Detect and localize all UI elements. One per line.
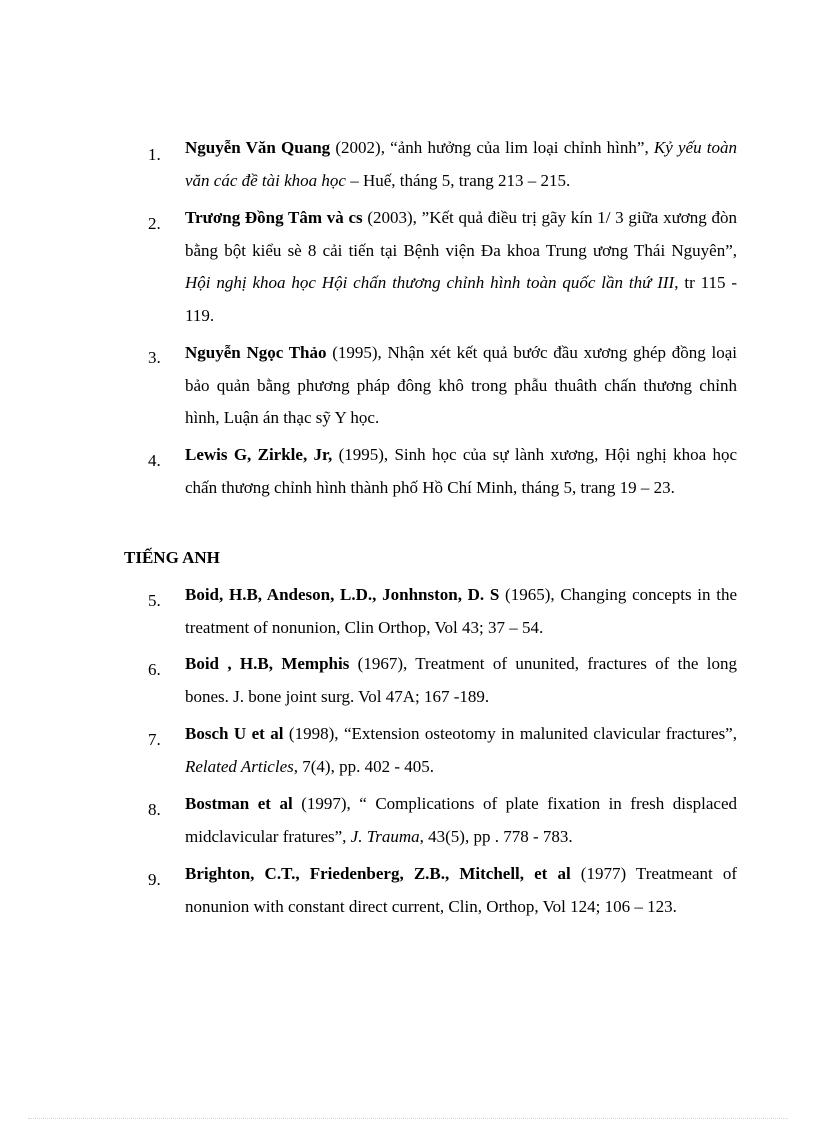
reference-entry (185, 579, 737, 644)
reference-source: J. Trauma (350, 826, 420, 846)
reference-author: Lewis G, Zirkle, Jr, (185, 445, 333, 464)
reference-source: Hội nghị khoa học Hội chấn thương chỉnh hình toàn quốc lần thứ III (185, 273, 675, 292)
reference-source: Related Articles (185, 756, 294, 776)
reference-entry (185, 337, 737, 435)
reference-author: Boid , H.B, Memphis (185, 654, 350, 673)
reference-text: (1995), Sinh học của sự lành xương, Hội nghị khoa học chấn thương chỉnh hình thành phố Hồ Chí Minh, tháng 5, trang 19 – 23. (185, 445, 737, 497)
reference-text-end: , 7(4), pp. 402 - 405. (293, 756, 434, 776)
page-bottom-divider (28, 1118, 788, 1119)
reference-text: (2002), “ảnh hưởng của lim loại chỉnh hình”, (330, 138, 654, 157)
reference-text: (1997), “ Complications of plate fixation in fresh displaced midclavicular fratures”, (185, 794, 737, 846)
reference-number: 5. (148, 591, 161, 610)
reference-number: 2. (148, 214, 161, 233)
reference-entry (185, 718, 737, 783)
reference-number: 1. (148, 145, 161, 164)
reference-text: (1977) Treatmeant of nonunion with constant direct current, Clin, Orthop, Vol 124; 106 – 123. (185, 864, 737, 916)
reference-author: Nguyễn Ngọc Thảo (185, 343, 327, 362)
reference-number: 9. (148, 870, 161, 889)
reference-number: 7. (148, 730, 161, 749)
reference-source: Kỷ yếu toàn văn các đề tài khoa học (185, 138, 737, 190)
reference-entry (185, 788, 737, 853)
reference-text: (1965), Changing concepts in the treatment of nonunion, Clin Orthop, Vol 43; 37 – 54. (185, 585, 737, 637)
reference-text: (1998), “Extension osteotomy in malunited clavicular fractures”, (283, 724, 737, 743)
reference-text-end: , 43(5), pp . 778 - 783. (419, 826, 573, 846)
reference-entry (185, 202, 737, 332)
reference-text-end: , tr 115 - 119. (185, 273, 737, 325)
reference-entry (185, 648, 737, 713)
reference-author: Boid, H.B, Andeson, L.D., Jonhnston, D. S (185, 585, 500, 604)
reference-author: Nguyễn Văn Quang (185, 138, 331, 157)
reference-author: Trương Đồng Tâm và cs (185, 208, 363, 227)
reference-text: (1995), Nhận xét kết quả bước đầu xương ghép đồng loại bảo quản bằng phương pháp đông khô trong phẫu thuâth chấn thương chỉnh hình, Luận án thạc sỹ Y học. (185, 343, 737, 427)
reference-number: 8. (148, 800, 161, 819)
reference-number: 3. (148, 348, 161, 367)
reference-author: Bosch U et al (185, 724, 284, 743)
reference-entry (185, 132, 737, 197)
reference-text-end: – Huế, tháng 5, trang 213 – 215. (345, 170, 571, 190)
reference-text: (2003), ”Kết quả điều trị gãy kín 1/ 3 giữa xương đòn bằng bột kiểu sè 8 cải tiến tại Bệnh viện Đa khoa Trung ương Thái Nguyên”, (185, 208, 737, 260)
reference-number: 6. (148, 660, 161, 679)
reference-entry (185, 439, 737, 504)
reference-author: Brighton, C.T., Friedenberg, Z.B., Mitchell, et al (185, 864, 571, 883)
section-heading: TIẾNG ANH (124, 548, 220, 567)
reference-entry (185, 858, 737, 923)
reference-number: 4. (148, 451, 161, 470)
reference-text: (1967), Treatment of ununited, fractures of the long bones. J. bone joint surg. Vol 47A; 167 -189. (185, 654, 737, 706)
reference-author: Bostman et al (185, 794, 293, 813)
